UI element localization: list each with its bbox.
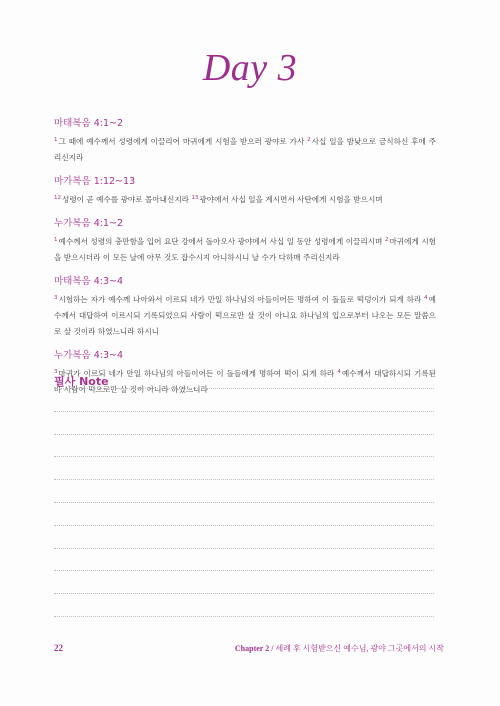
writing-lines: [54, 388, 434, 639]
scripture-passages: [54, 115, 436, 405]
writing-line: [54, 434, 434, 435]
writing-line: [54, 593, 434, 594]
verse-number: 2: [307, 137, 311, 143]
verse-number: 2: [384, 237, 389, 243]
writing-line: [54, 502, 434, 503]
verse-number: 13: [191, 195, 199, 201]
writing-line: [54, 479, 434, 480]
verse-number: 12: [54, 195, 61, 201]
note-heading: 필사 Note: [54, 375, 109, 388]
verse-number: 4: [337, 369, 341, 375]
writing-line: [54, 616, 434, 617]
writing-line: [54, 570, 434, 571]
chapter-title: 세례 후 시험받으신 예수님, 광야 그곳에서의 시작: [273, 644, 444, 653]
verse-text: 예수께서 성령의 충만함을 입어 요단 강에서 돌아오사 광야에서 사십 일 동안 성령에게 이끌리시며: [58, 237, 385, 246]
day-title: Day 3: [202, 47, 298, 89]
verse-text: 예수께서 대답하시되 기록된 바 사람이 떡으로만 살 것이 아니라 하였느니라: [54, 369, 436, 394]
verse-text: 그 때에 예수께서 성령에게 이끌리어 마귀에게 시험을 받으러 광야로 가사: [58, 137, 308, 146]
passage-reference: 마태복음 4:3~4: [54, 276, 124, 287]
writing-line: [54, 525, 434, 526]
writing-line: [54, 411, 434, 412]
passage: [54, 115, 436, 166]
verse-number: 3: [54, 369, 58, 375]
verse-text: 광야에서 사십 일을 계시면서 사탄에게 시험을 받으시며: [199, 195, 383, 204]
writing-line: [54, 456, 434, 457]
verse-number: 1: [54, 237, 58, 243]
page-number: 22: [54, 643, 63, 653]
verse-text: 예수께서 대답하여 이르시되 기록되었으되 사람이 떡으로만 살 것이 아니요 하나님의 입으로부터 나오는 모든 말씀으로 살 것이라 하였느니라 하시니: [54, 295, 436, 336]
chapter-label: Chapter 2 /: [234, 644, 274, 653]
verse-text: 마귀가 이르되 네가 만일 하나님의 아들이어든 이 돌들에게 명하여 떡이 되게 하라: [58, 369, 338, 378]
passage-text: [54, 190, 436, 208]
passage-text: [54, 132, 436, 166]
passage-reference: 마가복음 1:12~13: [54, 176, 136, 187]
verse-text: 성령이 곧 예수를 광야로 몰아내신지라: [62, 195, 192, 204]
passage-reference: 누가복음 4:1~2: [54, 218, 124, 229]
verse-number: 1: [54, 137, 58, 143]
writing-line: [54, 388, 434, 389]
verse-number: 4: [424, 295, 428, 301]
verse-text: 사십 일을 밤낮으로 금식하신 후에 주리신지라: [54, 137, 437, 162]
running-footer: [235, 643, 444, 654]
passage-reference: 마태복음 4:1~2: [54, 118, 124, 129]
passage-reference: 누가복음 4:3~4: [54, 350, 124, 361]
passage: [54, 273, 436, 340]
verse-number: 3: [54, 295, 58, 301]
passage: [54, 215, 436, 266]
passage: [54, 173, 436, 208]
verse-text: 마귀에게 시험을 받으시더라 이 모든 날에 아무 것도 잡수시지 아니하시니 날 수가 다하매 주리신지라: [54, 237, 436, 262]
writing-line: [54, 548, 434, 549]
verse-text: 시험하는 자가 예수께 나아와서 이르되 네가 만일 하나님의 아들이어든 명하여 이 돌들로 떡덩이가 되게 하라: [58, 295, 425, 304]
passage-text: [54, 232, 436, 266]
passage-text: [54, 290, 436, 340]
